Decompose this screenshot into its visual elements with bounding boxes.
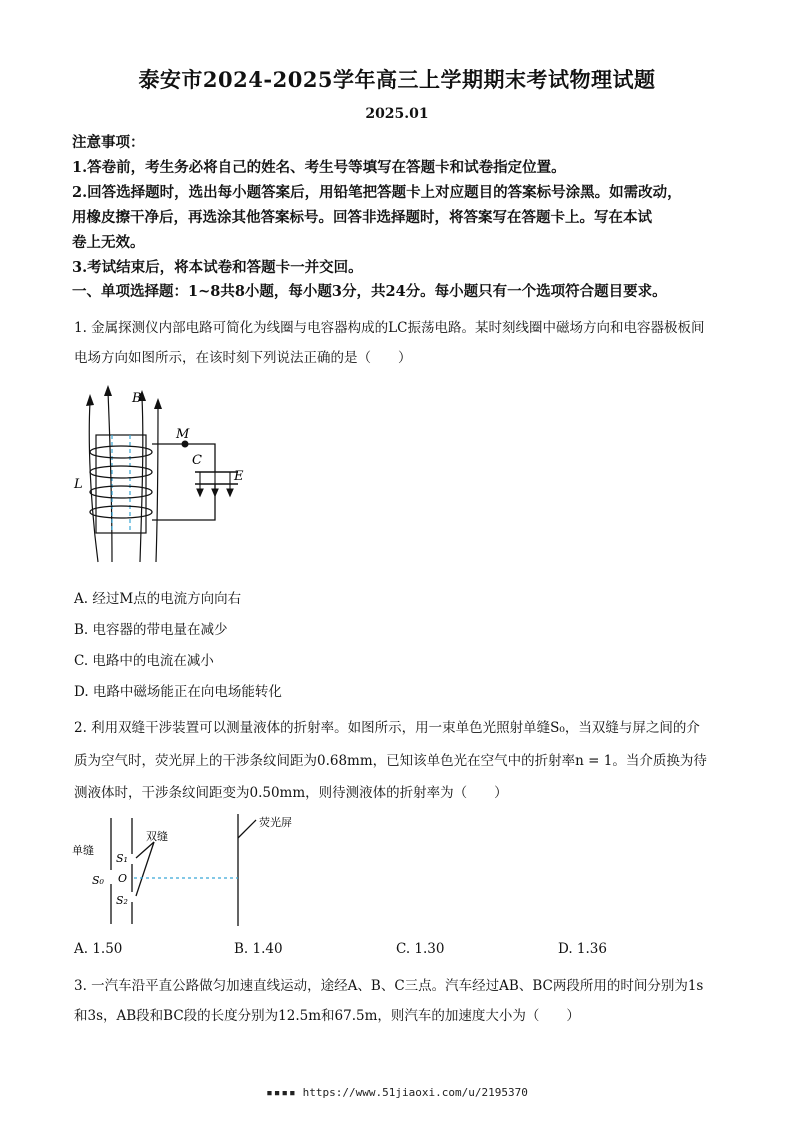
question-2-text-line3: 测液体时，干涉条纹间距变为0.50mm，则待测液体的折射率为（ ）	[74, 785, 508, 801]
question-3-text-line2: 和3s，AB段和BC段的长度分别为12.5m和67.5m，则汽车的加速度大小为（ ）	[74, 1008, 580, 1024]
footer-url[interactable]: https://www.51jiaoxi.com/u/2195370	[302, 1086, 528, 1099]
label-c: C	[192, 453, 202, 468]
option-d: D. 电路中磁场能正在向电场能转化	[74, 684, 282, 700]
label-e: E	[234, 469, 244, 484]
label-s1: S₁	[116, 852, 128, 865]
question-1-text-line2: 电场方向如图所示，在该时刻下列说法正确的是（ ）	[74, 350, 412, 366]
option-c: C. 电路中的电流在减小	[74, 653, 214, 669]
label-l: L	[74, 477, 83, 492]
label-s0: S₀	[92, 874, 104, 887]
notes-heading: 注意事项：	[72, 134, 145, 151]
question-2-text-line1: 2. 利用双缝干涉装置可以测量液体的折射率。如图所示，用一束单色光照射单缝S₀，当双缝与屏之间的介	[74, 720, 700, 736]
note-item: 1.答卷前，考生务必将自己的姓名、考生号等填写在答题卡和试卷指定位置。	[72, 159, 566, 176]
page-title: 泰安市2024-2025学年高三上学期期末考试物理试题	[138, 67, 656, 92]
question-2-text-line2: 质为空气时，荧光屏上的干涉条纹间距为0.68mm，已知该单色光在空气中的折射率n = 1。当介质换为待	[74, 753, 707, 769]
label-m: M	[176, 427, 190, 442]
footer-watermark	[0, 1086, 794, 1099]
option-a: A. 经过M点的电流方向向右	[74, 591, 242, 607]
label-double-slit: 双缝	[146, 830, 168, 843]
footer-dots: ▪▪▪▪	[266, 1086, 297, 1099]
double-slit-figure	[66, 810, 326, 930]
note-item: 卷上无效。	[72, 234, 145, 251]
option-a: A. 1.50	[74, 941, 123, 957]
label-s2: S₂	[116, 894, 128, 907]
label-single-slit: 单缝	[72, 844, 94, 857]
lc-circuit-figure	[60, 380, 260, 575]
option-c: C. 1.30	[396, 941, 445, 957]
section-heading: 一、单项选择题：1~8共8小题，每小题3分，共24分。每小题只有一个选项符合题目要求。	[72, 283, 667, 300]
question-3-text-line1: 3. 一汽车沿平直公路做匀加速直线运动，途经A、B、C三点。汽车经过AB、BC两段所用的时间分别为1s	[74, 978, 704, 994]
option-b: B. 1.40	[234, 941, 283, 957]
question-1-text-line1: 1. 金属探测仪内部电路可简化为线圈与电容器构成的LC振荡电路。某时刻线圈中磁场方向和电容器极板间	[74, 320, 705, 336]
label-b: B	[132, 391, 142, 406]
option-d: D. 1.36	[558, 941, 607, 957]
label-o: O	[118, 872, 128, 885]
exam-date: 2025.01	[365, 106, 429, 122]
note-item: 2.回答选择题时，选出每小题答案后，用铅笔把答题卡上对应题目的答案标号涂黑。如需改动，	[72, 184, 682, 201]
label-screen: 荧光屏	[259, 816, 292, 829]
note-item: 用橡皮擦干净后，再选涂其他答案标号。回答非选择题时，将答案写在答题卡上。写在本试	[72, 209, 652, 226]
option-b: B. 电容器的带电量在减少	[74, 622, 228, 638]
note-item: 3.考试结束后，将本试卷和答题卡一并交回。	[72, 259, 363, 276]
